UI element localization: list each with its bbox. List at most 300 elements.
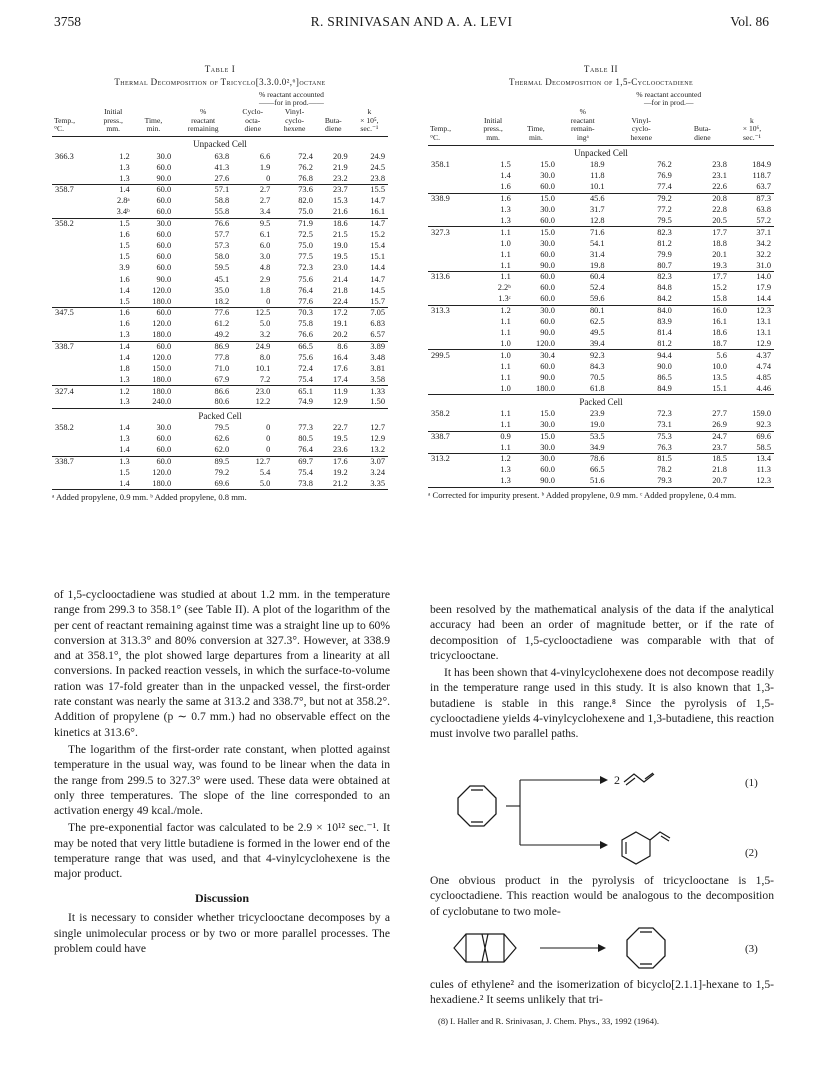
table-cell: 19.8	[589, 260, 605, 270]
table-cell: 60.0	[133, 456, 174, 467]
table-cell: 20.8	[675, 193, 730, 204]
table-cell: 1.1	[500, 442, 511, 452]
table-cell: 34.9	[589, 442, 605, 452]
table-row	[428, 294, 774, 305]
table-cell: 11.8	[590, 171, 605, 181]
table-row	[52, 229, 388, 240]
table-cell: 240.0	[133, 397, 174, 408]
col-vinyl: Vinyl- cyclo- hexene	[608, 108, 675, 145]
table-cell: 72.3	[298, 263, 313, 273]
table-cell	[52, 162, 94, 173]
table-cell: 313.3	[428, 305, 472, 316]
table-cell: 180.0	[514, 383, 558, 394]
table-cell: 12.3	[730, 476, 774, 487]
table-cell: 76.2	[298, 162, 313, 172]
table-cell	[428, 476, 472, 487]
table-cell: 4.8	[259, 263, 271, 273]
table-cell: 79.5	[214, 423, 230, 433]
table-cell: 12.8	[589, 215, 605, 225]
table-cell: 83.9	[657, 316, 672, 326]
table-cell	[52, 285, 94, 296]
table-cell: 77.8	[214, 352, 230, 362]
table-cell: 60.0	[156, 229, 172, 239]
table-cell: 30.0	[514, 305, 558, 316]
table-cell: 76.3	[657, 442, 672, 452]
table-cell: 27.6	[214, 173, 230, 183]
table-row	[428, 431, 774, 442]
table-cell	[428, 216, 472, 227]
table-cell	[52, 445, 94, 456]
table-cell: 1.33	[351, 386, 388, 397]
table-cell: 17.6	[333, 364, 348, 374]
table-cell: 17.7	[675, 272, 730, 283]
table-cell: 79.9	[657, 249, 672, 259]
table-cell: 1.1	[500, 328, 511, 338]
table-cell: 57.3	[214, 241, 230, 251]
table-cell: 1.1	[500, 420, 511, 430]
table-cell: 13.2	[370, 445, 385, 455]
table-cell: 20.5	[712, 215, 727, 225]
col-temp: Temp., °C.	[428, 108, 472, 145]
eq3-number: (3)	[745, 943, 758, 955]
table-cell	[52, 196, 94, 207]
table-row	[52, 173, 388, 184]
table-row	[52, 330, 388, 341]
section-label: Unpacked Cell	[574, 147, 628, 158]
table-cell: 22.8	[712, 205, 727, 214]
section-header-row	[52, 137, 388, 151]
table-cell: 61.8	[558, 383, 608, 394]
table-cell: 31.4	[589, 249, 605, 259]
table-cell	[428, 465, 472, 476]
table-cell: 1.4	[119, 352, 130, 362]
table-cell: 17.9	[756, 283, 771, 293]
table-cell: 79.3	[608, 476, 675, 487]
table-cell: 60.0	[156, 196, 172, 206]
table-cell: 53.5	[558, 431, 608, 442]
table-cell: 8.6	[316, 341, 351, 352]
table-cell: 77.6	[298, 296, 313, 306]
discussion-heading: Discussion	[194, 890, 250, 905]
table-cell: 313.2	[428, 454, 472, 465]
table-cell: 76.8	[298, 173, 313, 183]
table-cell	[52, 330, 94, 341]
table-row	[428, 476, 774, 487]
table-cell: 59.5	[214, 263, 230, 273]
table-row	[52, 162, 388, 173]
table-cell: 15.0	[514, 431, 558, 442]
table-cell: 6.0	[259, 241, 271, 251]
table-cell: 1.2	[472, 454, 514, 465]
table-cell: 358.7	[52, 185, 94, 196]
col-cyclo: Cyclo- octa- diene	[232, 108, 273, 137]
arrow-head	[600, 776, 608, 784]
running-header	[54, 14, 769, 36]
table-cell: 1.3	[94, 456, 133, 467]
table-cell: 2.2ᵇ	[497, 283, 511, 293]
table-cell: 71.0	[214, 364, 230, 374]
table-row	[428, 182, 774, 193]
body-paragraph: It has been shown that 4-vinylcyclohexene does not decompose readily in the temperature range used in this study. It is also known that 1,3-butadiene is stable in this range.⁸ Since the pyrolysis of 1,5-cyclooctadiene yields 4-vinylcyclohexene and 1,3-butadiene, this reaction must involve two parallel paths.	[430, 666, 775, 741]
table-cell	[428, 316, 472, 327]
table-cell: 15.0	[514, 193, 558, 204]
table-row	[52, 445, 388, 456]
table-row	[52, 218, 388, 229]
table-row	[428, 260, 774, 271]
table-cell: 60.0	[156, 252, 172, 262]
table-cell: 120.0	[152, 319, 172, 329]
table-cell	[52, 319, 94, 330]
table-cell: 72.4	[298, 364, 313, 374]
table-cell: 19.3	[712, 260, 727, 270]
table-cell: 21.5	[333, 229, 348, 239]
table-cell: 58.0	[214, 252, 230, 262]
table-cell: 1.3	[119, 173, 130, 183]
table-cell: 3.58	[370, 375, 385, 385]
table-cell: 16.4	[333, 352, 348, 362]
table-cell: 39.4	[589, 339, 605, 348]
table-cell: 32.2	[756, 249, 771, 259]
table-cell: 90.0	[657, 361, 672, 371]
table-cell: 1.0	[472, 350, 514, 361]
section-label: Unpacked Cell	[193, 139, 247, 150]
table-cell: 30.0	[156, 151, 172, 161]
table-cell: 0	[266, 445, 271, 455]
table-cell	[52, 296, 94, 307]
table-cell: 18.6	[712, 328, 727, 338]
table-cell: 299.5	[428, 350, 472, 361]
table-cell: 77.2	[657, 205, 672, 214]
table-cell: 13.5	[712, 372, 727, 382]
table-cell: 14.0	[730, 272, 774, 283]
table-cell: 52.4	[589, 283, 605, 293]
table-cell	[52, 229, 94, 240]
table-cell: 15.0	[514, 227, 558, 238]
table-cell: 75.4	[298, 375, 313, 385]
table-cell: 26.9	[712, 420, 727, 430]
table-cell: 4.85	[756, 372, 771, 382]
table-cell: 75.6	[298, 274, 313, 284]
table-cell: 71.6	[558, 227, 608, 238]
table-cell: 3.81	[370, 364, 385, 374]
table-cell: 80.5	[298, 434, 313, 444]
table-cell: 1.3	[500, 215, 511, 225]
table-cell: 49.5	[589, 328, 605, 338]
table-cell: 69.6	[730, 431, 774, 442]
table-row	[428, 383, 774, 394]
table-cell: 184.9	[752, 160, 771, 170]
table-cell: 1.1	[472, 272, 514, 283]
table-cell: 20.2	[333, 330, 348, 340]
table-cell: 24.9	[232, 341, 273, 352]
table-cell: 59.6	[589, 294, 605, 304]
table-cell: 30.0	[540, 420, 555, 430]
table-cell: 1.4	[119, 423, 130, 433]
table-cell: 16.1	[712, 316, 727, 326]
table-cell: 1.5	[119, 252, 130, 262]
table-cell: 17.2	[316, 308, 351, 319]
table-cell: 15.5	[351, 185, 388, 196]
table-cell: 24.5	[370, 162, 385, 172]
table-cell: 1.3	[500, 205, 511, 214]
table-1-title: Thermal Decomposition of Tricyclo[3.3.0.0²,⁶]octane	[114, 76, 326, 87]
table-cell: 82.0	[298, 196, 313, 206]
table-cell: 37.1	[730, 227, 774, 238]
table-cell: 1.4	[94, 479, 133, 490]
table-cell: 3.07	[351, 456, 388, 467]
table-cell: 7.2	[259, 375, 271, 385]
table-cell: 1.3	[472, 476, 514, 487]
table-cell: 21.8	[333, 285, 348, 295]
table-2-footnote: ᵃ Corrected for impurity present. ᵇ Added propylene, 0.9 mm. ᶜ Added propylene, 0.4 mm.	[428, 489, 737, 500]
table-1-footnote: ᵃ Added propylene, 0.9 mm. ᵇ Added propylene, 0.8 mm.	[52, 492, 247, 503]
table-cell: 12.9	[316, 397, 351, 408]
table-cell: 1.0	[500, 339, 511, 348]
table-cell: 60.0	[540, 249, 555, 259]
table-row	[52, 364, 388, 375]
table-cell: 30.0	[133, 218, 174, 229]
table-cell: 60.0	[540, 294, 555, 304]
right-column-top	[430, 602, 774, 744]
table-cell: 21.8	[712, 465, 727, 475]
table-cell: 15.8	[712, 294, 727, 304]
table-cell: 76.6	[298, 330, 313, 340]
body-paragraph: cules of ethylene² and the isomerization of bicyclo[2.1.1]-hexane to 1,5-hexadiene.² It seems unlikely that tri-	[430, 978, 774, 1007]
table-cell: 84.2	[657, 294, 672, 304]
table-row	[52, 397, 388, 408]
table-cell: 80.1	[558, 305, 608, 316]
table-cell: 72.5	[298, 229, 313, 239]
table-cell: 1.5	[119, 241, 130, 251]
table-row	[52, 274, 388, 285]
table-cell: 60.0	[540, 316, 555, 326]
table-cell: 75.0	[298, 207, 313, 217]
table-cell: 22.6	[712, 182, 727, 192]
table-cell: 30.0	[540, 238, 555, 248]
table-row	[52, 352, 388, 363]
left-column	[54, 587, 390, 958]
right-column-bottom	[430, 977, 774, 1010]
table-row	[52, 185, 388, 196]
table-cell: 18.6	[316, 218, 351, 229]
table-cell: 1.3	[94, 397, 133, 408]
table-cell: 21.2	[316, 479, 351, 490]
table-cell: 1.3ᶜ	[498, 294, 511, 304]
table-cell: 30.0	[514, 454, 558, 465]
table-cell: 150.0	[152, 364, 172, 374]
table-cell: 1.6	[119, 319, 130, 329]
table-cell: 18.7	[712, 339, 727, 348]
table-cell: 1.1	[500, 316, 511, 326]
table-cell: 1.4	[94, 185, 133, 196]
table-cell: 14.7	[370, 196, 385, 206]
table-cell: 70.5	[589, 372, 605, 382]
table-row	[428, 238, 774, 249]
table-cell: 23.8	[370, 173, 385, 183]
table-cell: 3.4	[259, 207, 271, 217]
table-row	[428, 316, 774, 327]
table-cell: 6.83	[370, 319, 385, 329]
table-cell: 86.6	[174, 386, 232, 397]
table-cell: 1.8	[259, 285, 271, 295]
table-cell: 23.0	[333, 263, 348, 273]
table-cell: 3.9	[119, 263, 130, 273]
table-cell: 120.0	[152, 285, 172, 295]
table-cell	[428, 443, 472, 454]
table-cell: 15.2	[712, 283, 727, 293]
table-cell: 1.5	[119, 296, 130, 306]
table-row	[52, 434, 388, 445]
body-paragraph: It is necessary to consider whether tricyclooctane decomposes by a single unimolecular process or by two or more parallel processes. The problem could have	[54, 911, 390, 956]
table-cell: 338.7	[52, 456, 94, 467]
table-cell: 60.0	[156, 445, 172, 455]
table-cell	[52, 397, 94, 408]
table-cell: 2.8ᵃ	[116, 196, 130, 206]
table-cell	[52, 173, 94, 184]
table-cell: 9.5	[232, 218, 273, 229]
table-row	[428, 372, 774, 383]
table-cell: 17.6	[316, 456, 351, 467]
table-cell: 2.9	[259, 274, 271, 284]
table-cell: 76.4	[298, 285, 313, 295]
table-row	[52, 319, 388, 330]
table-cell: 79.2	[214, 467, 230, 477]
table-cell: 61.2	[214, 319, 230, 329]
table-cell: 22.7	[333, 423, 348, 433]
table-cell: 2.7	[259, 196, 271, 206]
table-cell: 18.5	[675, 454, 730, 465]
table-cell: 358.1	[431, 160, 450, 170]
table-cell: 23.6	[333, 445, 348, 455]
table-cell: 60.0	[540, 182, 555, 192]
table-cell: 76.9	[657, 171, 672, 181]
table-cell: 358.2	[55, 423, 74, 433]
table-cell: 81.2	[657, 238, 672, 248]
col-time: Time, min.	[133, 108, 174, 137]
table-1-label: Table I	[204, 64, 236, 74]
table-cell: 63.8	[214, 151, 230, 161]
table-cell: 15.1	[675, 383, 730, 394]
table-cell: 0	[266, 423, 271, 433]
table-cell: 60.0	[540, 215, 555, 225]
table-row	[52, 151, 388, 162]
table-row	[428, 171, 774, 182]
body-paragraph: The pre-exponential factor was calculated to be 2.9 × 10¹² sec.⁻¹. It may be noted that very little butadiene is formed in the lower end of the temperature range that was used, and that 4-vinylcyclohexene is the major product.	[54, 821, 390, 881]
col-vinyl: Vinyl- cyclo- hexene	[273, 108, 316, 137]
table-cell: 19.2	[333, 467, 348, 477]
eq1-number: (1)	[745, 777, 758, 789]
col-press: Initial press., mm.	[472, 108, 514, 145]
table-cell: 75.6	[298, 352, 313, 362]
table-cell: 73.8	[273, 479, 316, 490]
table-cell: 11.3	[756, 465, 771, 475]
body-paragraph: of 1,5-cyclooctadiene was studied at about 1.2 mm. in the temperature range from 299.3 to 358.1° (see Table II). A plot of the logarithm of the per cent of reactant remaining against time was a straight line up to 60% conversion at 313.3° and 80% conversion at 327.3°. However, at 338.9 and at 358.1°, the plot showed large departures from a linearity at all conversions. In packed reaction vessels, in which the surface-to-volume ration was 17-fold greater than in the unpacked vessel, the first-order rate constant was nearly the same at 313.2 and 338.7°, but not at 358.2°. Addition of propylene (p ∼ 0.7 mm.) had no observable effect on the kinetics at 313.6°.	[54, 588, 390, 739]
table-cell: 3.48	[370, 352, 385, 362]
table-cell: 1.5	[500, 160, 511, 170]
table-cell: 73.6	[273, 185, 316, 196]
table-cell: 6.6	[259, 151, 271, 161]
table-row	[428, 465, 774, 476]
table-cell	[428, 182, 472, 193]
table-cell: 63.7	[756, 182, 771, 192]
eq1-coefficient: 2	[614, 773, 620, 787]
table-cell: 60.0	[133, 308, 174, 319]
eq2-number: (2)	[745, 847, 758, 859]
table-cell: 79.2	[608, 193, 675, 204]
reaction-scheme-1-2	[440, 770, 776, 870]
table-cell: 84.3	[589, 361, 605, 371]
table-cell	[52, 240, 94, 251]
body-paragraph: The logarithm of the first-order rate constant, when plotted against temperature in the usual way, was found to be linear when the data in the range from 299.5 to 327.3° were used. These data were obtained at only three temperatures. The slope of the line corresponded to an activation energy 49 kcal./mole.	[54, 742, 390, 818]
table-cell: 24.9	[370, 151, 385, 161]
table-cell: 5.6	[675, 350, 730, 361]
col-k: k × 10⁶, sec.⁻¹	[730, 108, 774, 145]
section-header-row	[428, 395, 774, 409]
table-cell: 12.7	[232, 456, 273, 467]
table-cell: 10.0	[712, 361, 727, 371]
table-cell: 1.1	[500, 260, 511, 270]
table-row	[52, 386, 388, 397]
table-2-title: Thermal Decomposition of 1,5-Cyclooctadiene	[508, 76, 694, 87]
table-cell: 31.7	[589, 205, 605, 214]
table-cell	[52, 467, 94, 478]
table-cell: 45.6	[558, 193, 608, 204]
table-cell: 74.9	[273, 397, 316, 408]
table-cell: 90.0	[540, 260, 555, 270]
table-cell: 180.0	[152, 330, 172, 340]
table-cell: 1.4	[119, 445, 130, 455]
table-cell: 15.3	[333, 196, 348, 206]
table-cell: 81.5	[608, 454, 675, 465]
table-cell: 19.5	[333, 434, 348, 444]
table-cell: 69.7	[273, 456, 316, 467]
table-cell: 1.3	[119, 375, 130, 385]
tricyclooctane-structure	[454, 934, 516, 962]
table-cell: 23.7	[712, 442, 727, 452]
table-cell: 65.1	[273, 386, 316, 397]
table-cell: 14.5	[370, 285, 385, 295]
table-cell: 80.6	[174, 397, 232, 408]
table-cell: 15.2	[370, 229, 385, 239]
table-cell: 338.7	[428, 431, 472, 442]
table-cell: 75.8	[298, 319, 313, 329]
author-line: R. SRINIVASAN AND A. A. LEVI	[310, 14, 513, 29]
table-row	[52, 479, 388, 490]
table-row	[428, 339, 774, 350]
table-cell: 18.9	[589, 160, 605, 170]
table-row	[428, 454, 774, 465]
table-cell: 6.57	[370, 330, 385, 340]
page-number: 3758	[54, 14, 81, 29]
table-cell: 1.2	[472, 305, 514, 316]
table-cell: 30.0	[540, 171, 555, 181]
col-remain: % reactant remain- ingᵃ	[558, 108, 608, 145]
table-cell: 16.1	[370, 207, 385, 217]
table-cell: 180.0	[133, 386, 174, 397]
table-cell: 35.0	[214, 285, 230, 295]
table-cell: 16.0	[675, 305, 730, 316]
cyclooctadiene-structure	[627, 928, 665, 968]
table-cell: 57.7	[214, 229, 230, 239]
table-cell: 76.2	[657, 160, 672, 170]
reaction-scheme-3	[440, 920, 776, 976]
table-cell: 60.0	[156, 241, 172, 251]
table-cell: 84.8	[657, 283, 672, 293]
cyclooctadiene-structure	[458, 786, 496, 826]
table-row	[52, 308, 388, 319]
table-cell: 21.4	[333, 274, 348, 284]
table-cell: 86.9	[174, 341, 232, 352]
